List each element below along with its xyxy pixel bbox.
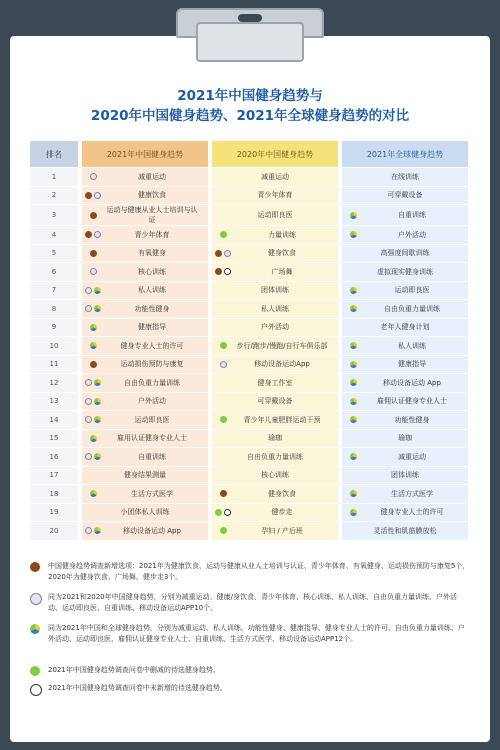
china-2021-cell	[78, 504, 208, 522]
table-row	[30, 522, 468, 540]
china-2020-cell	[208, 485, 338, 503]
cell-icons	[82, 527, 104, 534]
basketball-icon	[90, 250, 97, 257]
cell-text: 健康指导	[398, 360, 426, 369]
cell-icons	[212, 490, 234, 497]
header-rank: 排名	[30, 141, 78, 167]
volleyball-icon	[94, 192, 101, 199]
volleyball-icon	[85, 527, 92, 534]
table-row	[30, 411, 468, 429]
volleyball-icon	[85, 305, 92, 312]
china-2021-cell	[78, 168, 208, 186]
china-2021-cell	[78, 374, 208, 392]
cell-icons	[212, 416, 234, 423]
cell-text: 移动设备运动 App	[123, 526, 181, 535]
cell-text: 核心训练	[261, 471, 289, 480]
cell-text: 减重运动	[261, 172, 289, 181]
beach-ball-icon	[350, 379, 357, 386]
beach-ball-icon	[350, 453, 357, 460]
cell-text: 健身专业人士的许可	[120, 341, 184, 350]
table-row	[30, 226, 468, 244]
cell-text: 力量训练	[268, 230, 296, 239]
china-2021-cell	[78, 522, 208, 540]
china-2021-cell	[78, 263, 208, 281]
beach-ball-icon	[350, 361, 357, 368]
china-2021-cell	[78, 300, 208, 318]
volleyball-icon	[85, 398, 92, 405]
global-2021-cell	[338, 522, 468, 540]
china-2021-cell	[78, 187, 208, 205]
china-2020-cell	[208, 393, 338, 411]
china-2020-cell	[208, 467, 338, 485]
tennis-ball-icon	[220, 231, 227, 238]
table-row	[30, 245, 468, 263]
cell-icons	[82, 435, 104, 442]
cell-icons	[82, 453, 104, 460]
basketball-icon	[90, 212, 97, 219]
cell-text: 可穿戴设备	[387, 191, 423, 200]
beach-ball-icon	[90, 324, 97, 331]
header-global-2021: 2021年全球健身趋势	[338, 141, 468, 167]
china-2020-cell	[208, 168, 338, 186]
cell-icons	[212, 527, 234, 534]
cell-icons	[342, 361, 364, 368]
page-title-line2: 2020年中国健身趋势、2021年全球健身趋势的对比	[90, 108, 410, 124]
beach-ball-icon	[350, 398, 357, 405]
cell-text: 团体训练	[391, 471, 419, 480]
cell-icons	[82, 212, 104, 219]
cell-text: 健身专业人士的许可	[380, 508, 444, 517]
rank-cell: 5	[30, 245, 78, 263]
volleyball-icon	[85, 287, 92, 294]
cell-icons	[82, 361, 104, 368]
cell-icons	[82, 398, 104, 405]
volleyball-icon	[85, 416, 92, 423]
china-2021-cell	[78, 282, 208, 300]
volleyball-icon	[85, 379, 92, 386]
cell-icons	[342, 509, 364, 516]
china-2020-cell	[208, 187, 338, 205]
legend-item	[30, 561, 470, 583]
soccer-ball-icon	[224, 268, 231, 275]
volleyball-icon	[85, 453, 92, 460]
tennis-ball-icon	[220, 527, 227, 534]
global-2021-cell	[338, 393, 468, 411]
clipboard-clip-hole	[238, 14, 262, 22]
beach-ball-icon	[350, 287, 357, 294]
table-row	[30, 504, 468, 522]
global-2021-cell	[338, 337, 468, 355]
china-2021-cell	[78, 430, 208, 448]
table-row	[30, 337, 468, 355]
cell-text: 虚拟现实健身训练	[377, 267, 433, 276]
volleyball-icon	[224, 250, 231, 257]
global-2021-cell	[338, 356, 468, 374]
table-row	[30, 263, 468, 281]
cell-icons	[342, 212, 364, 219]
cell-text: 青少年体育	[257, 191, 293, 200]
china-2021-cell	[78, 356, 208, 374]
basketball-icon	[215, 250, 222, 257]
legend-item	[30, 683, 470, 694]
cell-text: 可穿戴设备	[257, 397, 293, 406]
cell-text: 青少年儿童肥胖运动干预	[243, 415, 321, 424]
beach-ball-icon	[94, 527, 101, 534]
cell-text: 健身饮食	[268, 489, 296, 498]
cell-text: 户外活动	[398, 230, 426, 239]
china-2020-cell	[208, 374, 338, 392]
soccer-ball-icon	[30, 684, 42, 696]
china-2021-cell	[78, 245, 208, 263]
volleyball-icon	[220, 361, 227, 368]
cell-text: 功能性健身	[134, 304, 170, 313]
cell-text: 自由负重力量训练	[384, 304, 440, 313]
rank-cell: 11	[30, 356, 78, 374]
cell-icons	[342, 398, 364, 405]
cell-text: 减重运动	[398, 452, 426, 461]
cell-text: 运动损伤预防与康复	[120, 360, 184, 369]
cell-text: 运动即良医	[394, 286, 430, 295]
cell-icons	[212, 250, 234, 257]
beach-ball-icon	[350, 416, 357, 423]
china-2020-cell	[208, 245, 338, 263]
cell-text: 移动设备运动App	[254, 360, 310, 369]
china-2021-cell	[78, 393, 208, 411]
cell-icons	[82, 379, 104, 386]
cell-text: 广场舞	[271, 267, 293, 276]
rank-cell: 17	[30, 467, 78, 485]
beach-ball-icon	[350, 231, 357, 238]
cell-icons	[342, 490, 364, 497]
beach-ball-icon	[350, 212, 357, 219]
cell-text: 雇佣认证健身专业人士	[377, 397, 447, 406]
cell-text: 健身饮食	[268, 249, 296, 258]
legend-item	[30, 623, 470, 645]
china-2020-cell	[208, 205, 338, 225]
china-2020-cell	[208, 448, 338, 466]
china-2021-cell	[78, 337, 208, 355]
china-2020-cell	[208, 504, 338, 522]
basketball-icon	[85, 231, 92, 238]
rank-cell: 20	[30, 522, 78, 540]
beach-ball-icon	[30, 624, 40, 634]
cell-icons	[82, 416, 104, 423]
cell-icons	[342, 287, 364, 294]
cell-icons	[342, 379, 364, 386]
china-2020-cell	[208, 319, 338, 337]
legend-item	[30, 592, 470, 614]
cell-text: 户外活动	[261, 323, 289, 332]
china-2021-cell	[78, 485, 208, 503]
cell-text: 瑜珈	[398, 434, 412, 443]
tennis-ball-icon	[220, 342, 227, 349]
cell-text: 团体训练	[261, 286, 289, 295]
cell-icons	[82, 287, 104, 294]
cell-text: 孕妇 / 产后班	[261, 526, 303, 535]
cell-text: 健步走	[271, 508, 293, 517]
china-2020-cell	[208, 356, 338, 374]
rank-cell: 12	[30, 374, 78, 392]
global-2021-cell	[338, 205, 468, 225]
table-row	[30, 393, 468, 411]
cell-icons	[212, 509, 234, 516]
cell-text: 自由负重力量训练	[124, 378, 180, 387]
global-2021-cell	[338, 374, 468, 392]
rank-cell: 15	[30, 430, 78, 448]
volleyball-icon	[30, 593, 42, 605]
soccer-ball-icon	[224, 509, 231, 516]
beach-ball-icon	[94, 398, 101, 405]
cell-text: 私人训练	[261, 304, 289, 313]
beach-ball-icon	[90, 490, 97, 497]
cell-icons	[82, 192, 104, 199]
cell-text: 生活方式医学	[131, 489, 173, 498]
rank-cell: 7	[30, 282, 78, 300]
cell-text: 青少年体育	[134, 230, 170, 239]
cell-icons	[342, 453, 364, 460]
global-2021-cell	[338, 282, 468, 300]
table-row	[30, 187, 468, 205]
beach-ball-icon	[350, 490, 357, 497]
table-row	[30, 374, 468, 392]
rank-cell: 3	[30, 205, 78, 225]
china-2020-cell	[208, 226, 338, 244]
cell-text: 健身工作室	[257, 378, 293, 387]
cell-text: 移动设备运动 App	[383, 378, 441, 387]
table-row	[30, 300, 468, 318]
rank-cell: 19	[30, 504, 78, 522]
cell-text: 自重训练	[398, 211, 426, 219]
cell-icons	[82, 250, 104, 257]
beach-ball-icon	[94, 453, 101, 460]
table-header-row	[30, 141, 468, 167]
cell-text: 户外活动	[138, 397, 166, 406]
volleyball-icon	[90, 268, 97, 275]
china-2020-cell	[208, 337, 338, 355]
volleyball-icon	[90, 173, 97, 180]
global-2021-cell	[338, 319, 468, 337]
cell-text: 雇用认证健身专业人士	[117, 434, 187, 443]
rank-cell: 14	[30, 411, 78, 429]
table-row	[30, 168, 468, 186]
china-2020-cell	[208, 430, 338, 448]
cell-text: 老年人健身计划	[380, 323, 430, 332]
china-2021-cell	[78, 205, 208, 225]
china-2020-cell	[208, 263, 338, 281]
cell-icons	[82, 231, 104, 238]
global-2021-cell	[338, 168, 468, 186]
table-row	[30, 356, 468, 374]
cell-icons	[82, 342, 104, 349]
cell-icons	[82, 490, 104, 497]
legend-text: 2021年中国健身趋势调查问卷中删减的待选健身趋势。	[48, 666, 220, 674]
cell-text: 灵活性和肌筋膜放松	[373, 526, 437, 535]
legend-text: 中国健身趋势调查新增选项：2021年为健康饮食、运动与健康从业人士培训与认证、青少年体育、有氧健身、运动损伤预防与康复5个，2020年为健身饮食、广场舞、健步走3个。	[48, 562, 470, 581]
china-2021-cell	[78, 411, 208, 429]
cell-text: 瑜珈	[268, 434, 282, 443]
cell-text: 私人训练	[398, 341, 426, 350]
cell-text: 高强度间歇训练	[380, 249, 430, 258]
global-2021-cell	[338, 263, 468, 281]
table-row	[30, 430, 468, 448]
clipboard-clip-plate	[196, 22, 304, 62]
cell-icons	[82, 268, 104, 275]
legend-text: 2021年中国健身趋势调查问卷中未新增的待选健身趋势。	[48, 684, 227, 692]
cell-text: 健康指导	[138, 323, 166, 332]
china-2021-cell	[78, 226, 208, 244]
rank-cell: 18	[30, 485, 78, 503]
tennis-ball-icon	[30, 666, 40, 676]
cell-text: 运动与健康从业人士培训与认证	[106, 206, 198, 224]
global-2021-cell	[338, 430, 468, 448]
page-title-line1: 2021年中国健身趋势与	[177, 88, 323, 104]
china-2020-cell	[208, 522, 338, 540]
cell-text: 生活方式医学	[391, 489, 433, 498]
cell-text: 小团体私人训练	[120, 508, 170, 517]
china-2021-cell	[78, 319, 208, 337]
basketball-icon	[30, 562, 40, 572]
cell-icons	[212, 268, 234, 275]
rank-cell: 2	[30, 187, 78, 205]
cell-text: 运动即良医	[257, 211, 293, 219]
china-2021-cell	[78, 448, 208, 466]
china-2021-cell	[78, 467, 208, 485]
tennis-ball-icon	[220, 416, 227, 423]
rank-cell: 16	[30, 448, 78, 466]
beach-ball-icon	[90, 435, 97, 442]
global-2021-cell	[338, 187, 468, 205]
rank-cell: 10	[30, 337, 78, 355]
cell-text: 功能性健身	[394, 415, 430, 424]
global-2021-cell	[338, 504, 468, 522]
cell-text: 步行/跑步/慢跑/自行车俱乐部	[236, 341, 328, 350]
rank-cell: 9	[30, 319, 78, 337]
beach-ball-icon	[350, 305, 357, 312]
cell-text: 健康饮食	[138, 191, 166, 200]
beach-ball-icon	[94, 379, 101, 386]
table-row	[30, 319, 468, 337]
cell-icons	[212, 361, 234, 368]
beach-ball-icon	[350, 342, 357, 349]
global-2021-cell	[338, 467, 468, 485]
cell-text: 自由负重力量训练	[247, 452, 303, 461]
global-2021-cell	[338, 485, 468, 503]
rank-cell: 1	[30, 168, 78, 186]
volleyball-icon	[94, 231, 101, 238]
rank-cell: 4	[30, 226, 78, 244]
cell-icons	[342, 416, 364, 423]
cell-text: 健身结果测量	[124, 471, 166, 480]
legend-item	[30, 665, 470, 676]
table-row	[30, 485, 468, 503]
cell-text: 核心训练	[138, 267, 166, 276]
table-row	[30, 448, 468, 466]
header-china-2021: 2021年中国健身趋势	[78, 141, 208, 167]
basketball-icon	[215, 268, 222, 275]
cell-icons	[212, 231, 234, 238]
cell-icons	[342, 342, 364, 349]
global-2021-cell	[338, 300, 468, 318]
beach-ball-icon	[350, 509, 357, 516]
trends-table	[30, 140, 468, 541]
cell-icons	[82, 173, 104, 180]
table-row	[30, 205, 468, 225]
global-2021-cell	[338, 226, 468, 244]
table-row	[30, 282, 468, 300]
global-2021-cell	[338, 448, 468, 466]
basketball-icon	[85, 192, 92, 199]
cell-text: 在线训练	[391, 172, 419, 181]
basketball-icon	[90, 361, 97, 368]
china-2020-cell	[208, 411, 338, 429]
rank-cell: 8	[30, 300, 78, 318]
china-2020-cell	[208, 282, 338, 300]
basketball-icon	[220, 490, 227, 497]
rank-cell: 6	[30, 263, 78, 281]
cell-icons	[212, 342, 234, 349]
beach-ball-icon	[94, 305, 101, 312]
cell-text: 减重运动	[138, 172, 166, 181]
global-2021-cell	[338, 245, 468, 263]
beach-ball-icon	[94, 287, 101, 294]
header-china-2020: 2020年中国健身趋势	[208, 141, 338, 167]
cell-icons	[82, 324, 104, 331]
china-2020-cell	[208, 300, 338, 318]
cell-icons	[342, 231, 364, 238]
cell-text: 有氧健身	[138, 249, 166, 258]
global-2021-cell	[338, 411, 468, 429]
cell-text: 私人训练	[138, 286, 166, 295]
beach-ball-icon	[90, 342, 97, 349]
rank-cell: 13	[30, 393, 78, 411]
cell-icons	[82, 305, 104, 312]
cell-icons	[342, 305, 364, 312]
legend-text: 同为2021和2020年中国健身趋势，分别为减重运动、健康/身饮食、青少年体育、核心训练、私人训练、自由负重力量训练、户外活动、运动即良医、自重训练、移动设备运动APP10个。	[48, 593, 457, 612]
cell-text: 自重训练	[138, 452, 166, 461]
tennis-ball-icon	[215, 509, 222, 516]
legend-text: 同为2021年中国和全球健身趋势，分别为减重运动、私人训练、功能性健身、健康指导、健身专业人士的许可、自由负重力量训练、户外活动、运动即良医、雇佣认证健身专业人士、自重训练、生活方式医学、移动设备运动APP12个。	[48, 624, 465, 643]
beach-ball-icon	[94, 416, 101, 423]
table-row	[30, 467, 468, 485]
cell-text: 运动即良医	[134, 415, 170, 424]
